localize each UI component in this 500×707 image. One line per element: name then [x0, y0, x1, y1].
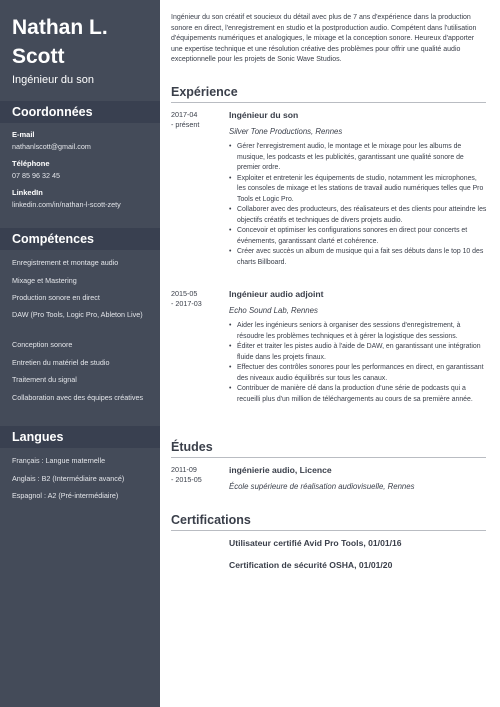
- job-bullets: [229, 142, 487, 268]
- job-bullets: [229, 321, 487, 405]
- sidebar: [0, 0, 160, 707]
- certification-item: Certification de sécurité OSHA, 01/01/20: [229, 560, 393, 570]
- job-bullet: • Gérer l'enregistrement audio, le montage et le mixage pour les albums de musique, les podcasts et les publicités, garantissant une qualité sonore de premier ordre.: [229, 142, 487, 174]
- education-school: École supérieure de réalisation audiovisuelle, Rennes: [229, 482, 415, 491]
- job-title: Ingénieur du son: [229, 110, 299, 120]
- job-bullet: • Exploiter et entretenir les équipements de studio, notamment les microphones, les consoles de mixage et les stations de travail audio numériques telles que Pro Tools et Logic Pro.: [229, 174, 487, 206]
- linkedin-value[interactable]: linkedin.com/in/nathan-l-scott-zety: [12, 200, 121, 209]
- job-company: Echo Sound Lab, Rennes: [229, 306, 318, 315]
- job-bullet: • Aider les ingénieurs seniors à organiser des sessions d'enregistrement, à résoudre les problèmes techniques et à gérer la logistique des sessions.: [229, 321, 487, 342]
- experience-heading: Expérience: [171, 85, 238, 99]
- job-date-start: 2017-04: [171, 110, 198, 119]
- education-degree: ingénierie audio, Licence: [229, 465, 332, 475]
- job-date-end: - présent: [171, 120, 200, 129]
- job-bullet: • Créer avec succès un album de musique qui a fait ses débuts dans le top 10 des charts Billboard.: [229, 247, 487, 268]
- email-value[interactable]: nathanlscott@gmail.com: [12, 142, 91, 151]
- education-date: [171, 465, 223, 485]
- phone-value[interactable]: 07 85 96 32 45: [12, 171, 60, 180]
- profile-summary: Ingénieur du son créatif et soucieux du détail avec plus de 7 ans d'expérience dans la production sonore en direct, l'enregistrement en studio et la postproduction audio. Compétent dans l'utilisation d'équipements numériques et analogiques, le mixage et la conception sonore. Heureux d'apporter une expertise technique et une résolution créative des problèmes pour offrir une qualité audio exceptionnelle pour les projets de Sonic Wave Studios.: [171, 14, 477, 64]
- skill-item: Production sonore en direct: [12, 293, 100, 302]
- certifications-heading: Certifications: [171, 513, 251, 527]
- certification-item: Utilisateur certifié Avid Pro Tools, 01/01/16: [229, 538, 402, 548]
- skill-item: Collaboration avec des équipes créatives: [12, 393, 144, 402]
- skill-item: Enregistrement et montage audio: [12, 258, 119, 267]
- experience-divider: [171, 102, 486, 103]
- education-heading: Études: [171, 440, 213, 454]
- skill-item: Mixage et Mastering: [12, 276, 77, 285]
- candidate-name: [12, 13, 152, 71]
- job-bullet: • Éditer et traiter les pistes audio à l'aide de DAW, en garantissant une intégration fluide dans les projets finaux.: [229, 342, 487, 363]
- job-date: [171, 289, 223, 309]
- language-item: Espagnol : A2 (Pré-intermédiaire): [12, 491, 119, 500]
- job-date-start: 2015-05: [171, 289, 198, 298]
- job-title-headline: Ingénieur du son: [12, 74, 94, 86]
- language-item: Français : Langue maternelle: [12, 456, 106, 465]
- skill-item: Conception sonore: [12, 340, 73, 349]
- job-bullet: • Contribuer de manière clé dans la production d'une série de podcasts qui a recueilli plus d'un million de téléchargements au cours de sa première année.: [229, 384, 487, 405]
- education-date-end: - 2015-05: [171, 475, 202, 484]
- linkedin-label: LinkedIn: [12, 188, 43, 197]
- phone-label: Téléphone: [12, 159, 50, 168]
- last-name: Scott: [12, 45, 65, 68]
- job-title: Ingénieur audio adjoint: [229, 289, 324, 299]
- first-name: Nathan L.: [12, 16, 108, 39]
- job-date: [171, 110, 223, 130]
- contact-heading: Coordonnées: [12, 105, 93, 119]
- job-bullet: • Concevoir et optimiser les configurations sonores en direct pour concerts et événements, garantissant clarté et cohérence.: [229, 226, 487, 247]
- languages-heading: Langues: [12, 430, 64, 444]
- job-company: Silver Tone Productions, Rennes: [229, 127, 343, 136]
- certifications-divider: [171, 530, 486, 531]
- skills-heading: Compétences: [12, 232, 94, 246]
- job-bullet: • Collaborer avec des producteurs, des réalisateurs et des clients pour atteindre les objectifs créatifs et techniques de divers projets audio.: [229, 205, 487, 226]
- job-date-end: - 2017-03: [171, 299, 202, 308]
- education-date-start: 2011-09: [171, 465, 197, 474]
- language-item: Anglais : B2 (Intermédiaire avancé): [12, 474, 125, 483]
- education-divider: [171, 457, 486, 458]
- email-label: E-mail: [12, 130, 35, 139]
- skill-item: Entretien du matériel de studio: [12, 358, 110, 367]
- skill-item: DAW (Pro Tools, Logic Pro, Ableton Live): [12, 310, 143, 319]
- job-bullet: • Effectuer des contrôles sonores pour les performances en direct, en garantissant des niveaux audio équilibrés sur tous les canaux.: [229, 363, 487, 384]
- skill-item: Traitement du signal: [12, 375, 77, 384]
